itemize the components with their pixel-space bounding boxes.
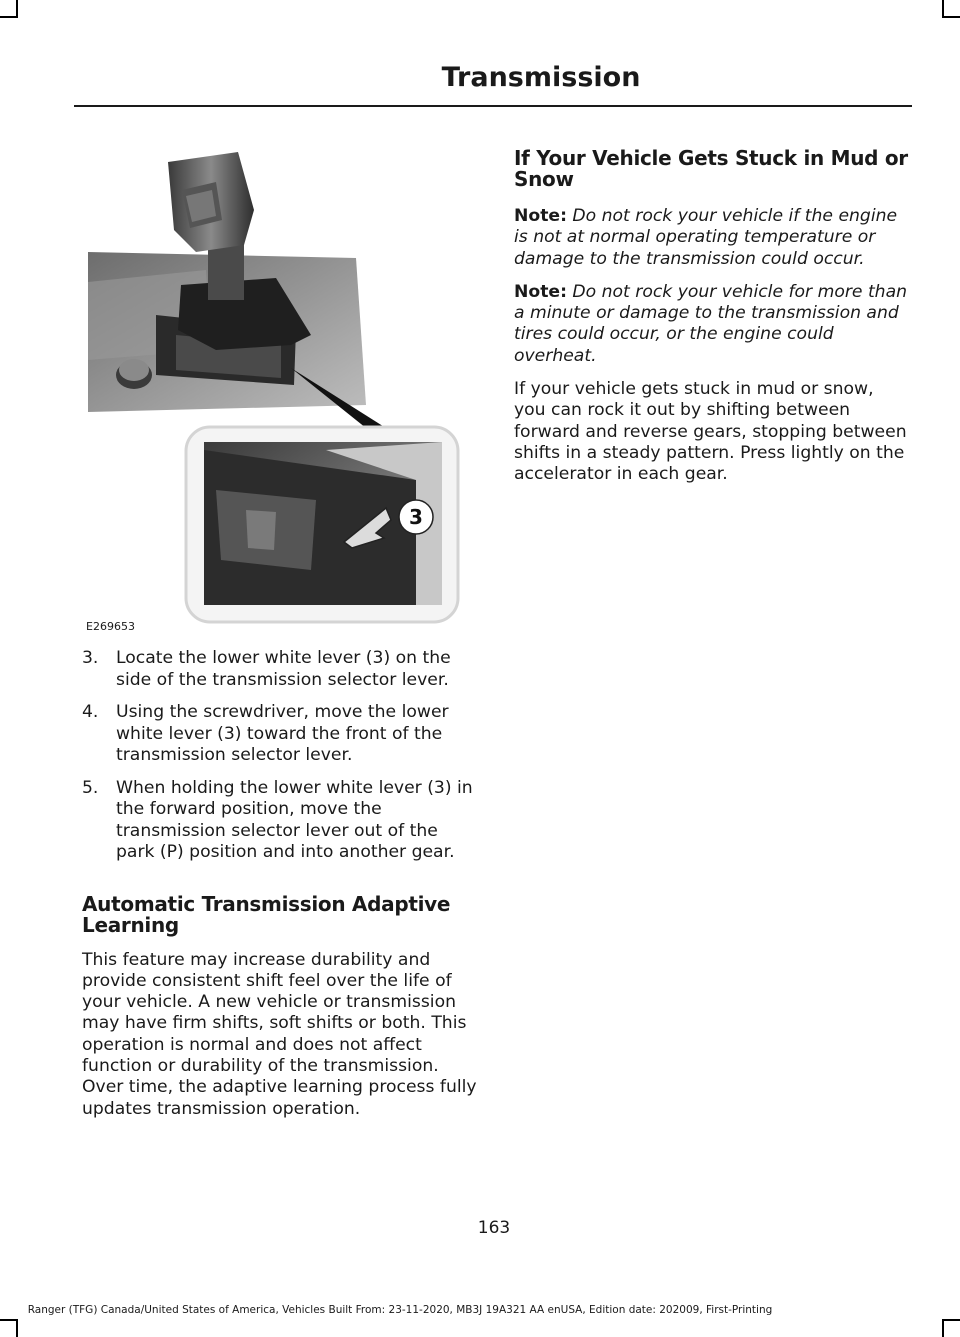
note-text: Do not rock your vehicle if the engine is not at normal operating temperature or damage to the transmission could occur. <box>514 206 898 269</box>
step-number: 3. <box>82 648 99 668</box>
crop-mark <box>16 1319 18 1337</box>
adaptive-learning-body: This feature may increase durability and provide consistent shift feel over the life of your vehicle. A new vehicle or transmission may have firm shifts, soft shifts or both. This operation is normal and does not affect function or durability of the transmission. Over time, the adaptive learning process fully updates transmission operation. <box>82 949 477 1119</box>
transmission-selector-illustration <box>86 150 466 640</box>
step-text: Locate the lower white lever (3) on the side of the transmission selector lever. <box>116 648 451 690</box>
step-text: Using the screwdriver, move the lower white lever (3) toward the front of the transmission selector lever. <box>116 702 449 765</box>
note-text: Do not rock your vehicle for more than a minute or damage to the transmission and tires could occur, or the engine could overheat. <box>514 281 907 366</box>
page-number: 163 <box>477 1218 511 1238</box>
list-item <box>82 778 478 864</box>
crop-mark <box>942 16 960 18</box>
crop-mark <box>942 1319 944 1337</box>
crop-mark <box>0 1319 18 1321</box>
footer-text: Ranger (TFG) Canada/United States of America, Vehicles Built From: 23-11-2020, MB3J 19A321 AA enUSA, Edition date: 202009, First-Printing <box>27 1304 773 1316</box>
step-text: When holding the lower white lever (3) in the forward position, move the transmission selector lever out of the park (P) position and into another gear. <box>116 777 473 862</box>
step-number: 5. <box>82 777 99 798</box>
section-heading-adaptive-learning: Automatic Transmission Adaptive Learning <box>82 891 451 937</box>
note-paragraph <box>514 282 910 367</box>
list-item <box>82 648 478 691</box>
figure-id: E269653 <box>86 620 135 633</box>
note-label: Note: <box>514 206 567 226</box>
procedure-steps <box>82 648 478 864</box>
section-heading-stuck: If Your Vehicle Gets Stuck in Mud or Snow <box>514 146 908 191</box>
list-item <box>82 702 478 767</box>
left-column <box>82 648 478 1132</box>
page-title: Transmission <box>441 62 641 93</box>
right-column <box>514 148 910 498</box>
step-number: 4. <box>82 702 99 722</box>
crop-mark <box>942 1319 960 1321</box>
stuck-body: If your vehicle gets stuck in mud or snow, you can rock it out by shifting between forward and reverse gears, stopping between shifts in a steady pattern. Press lightly on the accelerator in each gear. <box>514 379 907 485</box>
header-divider <box>74 105 912 107</box>
note-paragraph <box>514 206 910 270</box>
note-label: Note: <box>514 281 567 302</box>
callout-number: 3 <box>409 505 423 529</box>
crop-mark <box>0 16 18 18</box>
